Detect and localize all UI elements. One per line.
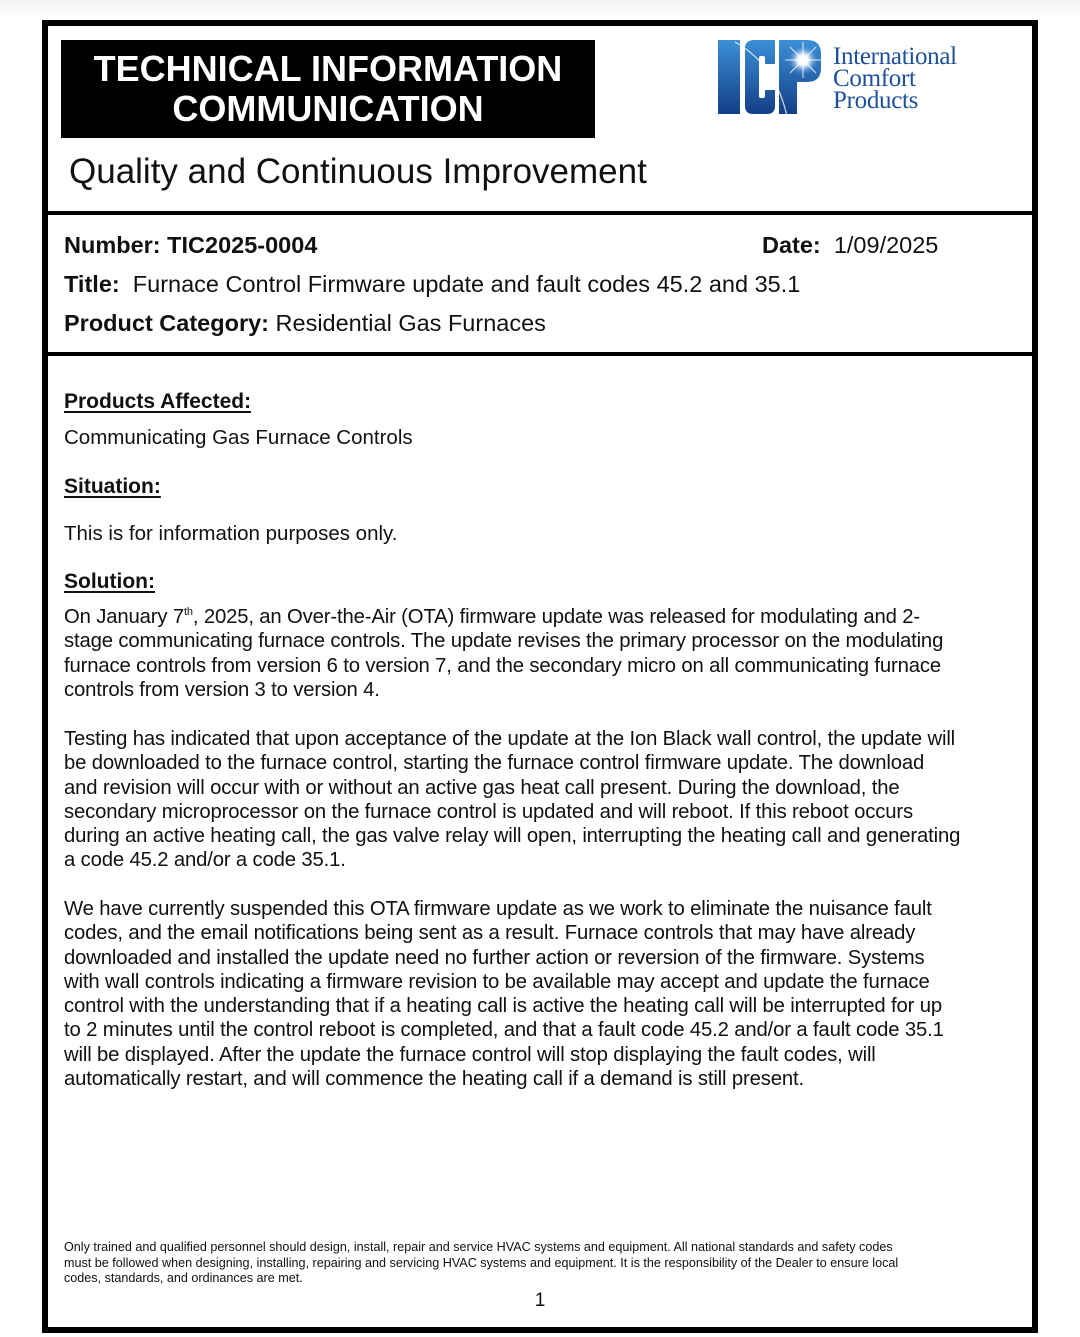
paragraph-line: furnace controls from version 6 to version 7, and the secondary micro on all communicating furnace [64,654,941,677]
icp-logo [715,34,965,118]
paragraph-line: be downloaded to the furnace control, starting the furnace control firmware update. The download [64,752,925,775]
solution-paragraph-1 [64,605,1024,702]
logo-line-2: Comfort [833,65,916,92]
banner-line-1: TECHNICAL INFORMATION [93,48,563,89]
paragraph-line: to 2 minutes until the control reboot is completed, and that a fault code 45.2 and/or a fault code 35.1 [64,1019,944,1042]
document-header [48,26,1032,212]
number-label: Number: [64,232,161,258]
paragraph-line: automatically restart, and will commence the heating call if a demand is still present. [64,1068,804,1091]
logo-wordmark [833,43,957,114]
paragraph-line: controls from version 3 to version 4. [64,678,380,701]
icp-logo-mark-icon [715,34,827,118]
disclaimer-line: codes, standards, and ordinances are met. [64,1271,303,1286]
disclaimer-line: must be followed when designing, installing, repairing and servicing HVAC systems and equipment. It is the responsibility of the Dealer to ensure local [64,1255,899,1270]
logo-line-1: International [833,43,957,70]
number-value: TIC2025-0004 [167,232,318,258]
situation-heading: Situation: [64,475,161,498]
paragraph-line: We have currently suspended this OTA firmware update as we work to eliminate the nuisance fault [64,898,932,920]
document-subtitle: Quality and Continuous Improvement [69,152,647,191]
paragraph-line: codes, and the email notifications being sent as a result. Furnace controls that may have already [64,922,916,945]
top-shade [0,0,1080,18]
paragraph-line: stage communicating furnace controls. The update revises the primary processor on the modulating [64,630,944,653]
solution-paragraph-3 [64,897,1024,1091]
document-page [42,20,1038,1333]
banner-line-2: COMMUNICATION [172,88,484,129]
solution-heading: Solution: [64,570,155,593]
tic-banner [61,40,595,138]
situation-text: This is for information purposes only. [64,522,398,545]
title-value: Furnace Control Firmware update and fault codes 45.2 and 35.1 [132,271,801,297]
header-divider [48,211,1032,215]
paragraph-line: and revision will occur with or without an active gas heat call present. During the download, the [64,776,900,799]
paragraph-line: control with the understanding that if a heating call is active the heating call will be interrupted for up [64,995,942,1018]
category-row [64,310,546,337]
paragraph-line: a code 45.2 and/or a code 35.1. [64,849,346,872]
date-row [762,232,938,259]
p1-post: , 2025, an Over-the-Air (OTA) firmware update was released for modulating and 2- [192,606,920,628]
paragraph-line: downloaded and installed the update need no further action or reversion of the firmware. Systems [64,946,925,969]
paragraph-line: will be displayed. After the update the furnace control will stop displaying the fault codes, will [64,1043,876,1066]
products-affected-text: Communicating Gas Furnace Controls [64,426,413,449]
paragraph-line: during an active heating call, the gas valve relay will open, interrupting the heating call and generating [64,825,961,848]
date-value: 1/09/2025 [833,232,939,258]
p1-pre: On January 7 [64,606,184,628]
date-label: Date: [762,232,821,258]
logo-line-3: Products [833,87,919,114]
number-row [64,232,317,259]
title-row [64,271,800,298]
paragraph-line [64,605,1024,629]
products-affected-heading: Products Affected: [64,390,252,413]
p1-superscript: th [183,606,193,619]
paragraph-line: secondary microprocessor on the furnace control is updated and will reboot. If this reboot occurs [64,800,913,823]
paragraph-line: with wall controls indicating a firmware revision to be available may accept and update the furnace [64,970,930,993]
page-number: 1 [534,1290,546,1311]
solution-paragraph-2 [64,727,1024,873]
paragraph-line: Testing has indicated that upon acceptance of the update at the Ion Black wall control, the update will [64,728,956,750]
title-label: Title: [64,271,120,297]
category-label: Product Category: [64,310,269,336]
category-value: Residential Gas Furnaces [275,310,546,336]
disclaimer-line: Only trained and qualified personnel should design, install, repair and service HVAC systems and equipment. All national standards and safety codes [64,1240,893,1254]
meta-divider [48,352,1032,356]
disclaimer-footer [64,1240,1014,1287]
